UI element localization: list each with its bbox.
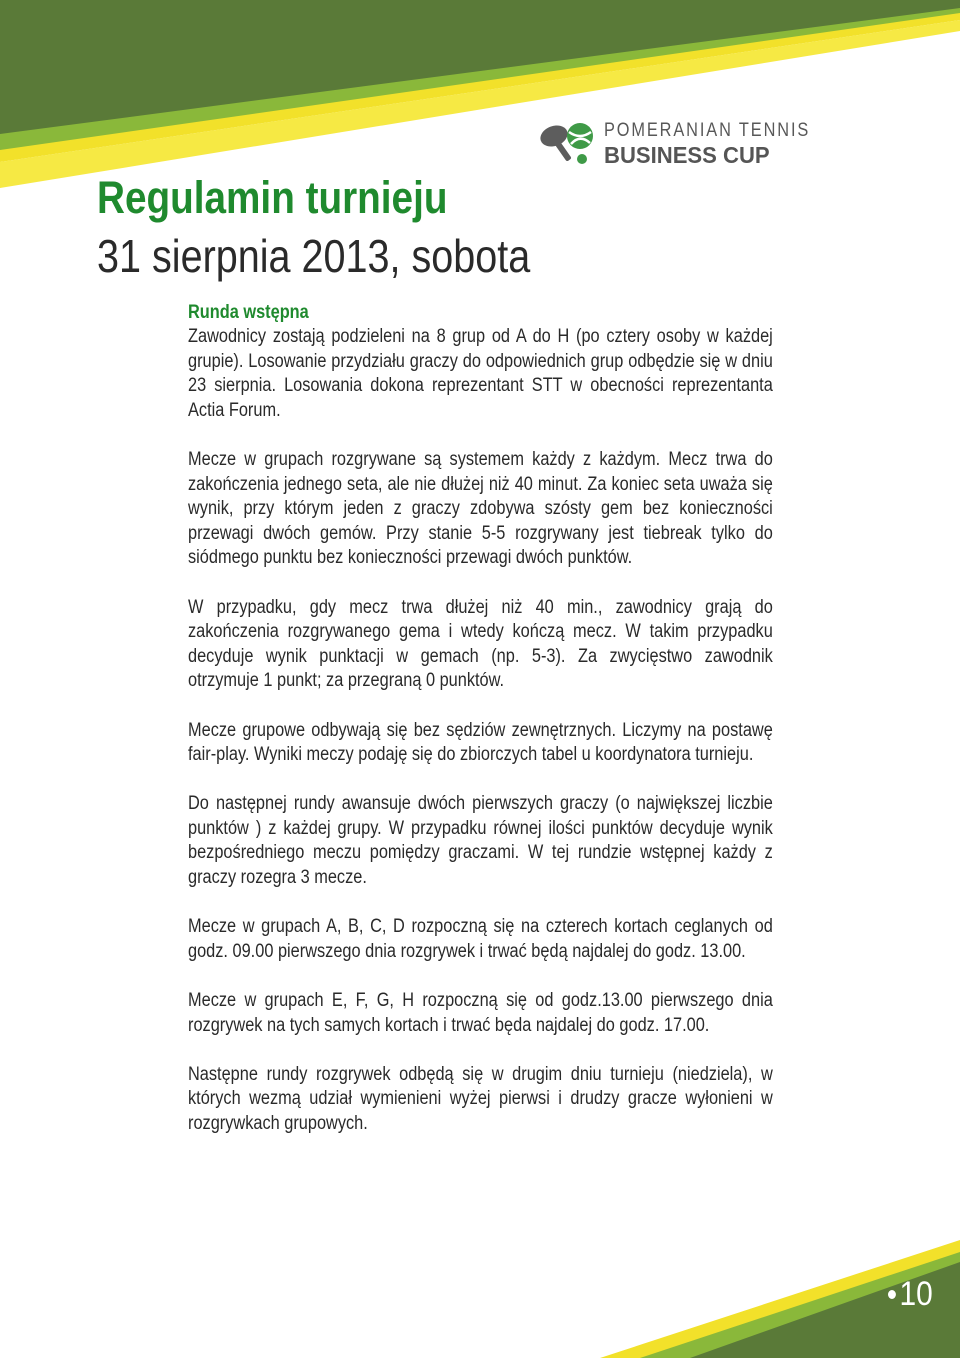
paragraph-6: Mecze w grupach A, B, C, D rozpoczną się na czterech kortach ceglanych od godz. 09.00 pierwszego dnia rozgrywek i trwać będą najdalej do godz. 13.00. (188, 916, 773, 962)
logo (538, 118, 811, 168)
page-number (888, 1275, 933, 1313)
paragraph-8: Następne rundy rozgrywek odbędą się w drugim dniu turnieju (niedziela), w których wezmą udział wymienieni wyżej pierwsi i drudzy gracze wyłonieni w rozgrywkach grupowych. (188, 1063, 773, 1134)
page-title: Regulamin turnieju (97, 172, 448, 223)
document-body (188, 301, 773, 1161)
page-number-value: 10 (899, 1275, 933, 1313)
paragraph-5: Do następnej rundy awansuje dwóch pierwszych graczy (o największej liczbie punktów ) z każdej grupy. W przypadku równej ilości punktów decyduje wynik bezpośredniego meczu pomiędzy graczami. W tej rundzie wstępnej każdy z graczy rozegra 3 mecze. (188, 793, 773, 889)
paragraph-4: Mecze grupowe odbywają się bez sędziów zewnętrznych. Liczymy na postawę fair-play. Wyniki meczy podaję się do zbiorczych tabel u koordynatora turnieju. (188, 719, 773, 766)
paragraph-2: Mecze w grupach rozgrywane są systemem każdy z każdym. Mecz trwa do zakończenia jednego seta, ale nie dłużej niż 40 minut. Za koniec seta uważa się wynik, przy którym jeden z graczy zdobywa szósty gem bez konieczności przewagi dwóch gemów. Przy stanie 5-5 rozgrywany jest tiebreak tylko do siódmego punktu bez konieczności przewagi dwóch punktów. (188, 448, 773, 569)
logo-text-line2: BUSINESS CUP (604, 142, 770, 168)
paragraph-1: Zawodnicy zostają podzieleni na 8 grup od A do H (po cztery osoby w każdej grupie). Losowanie przydziału graczy do odpowiednich grup odbędzie się w dniu 23 sierpnia. Losowania dokona reprezentant STT w obecności reprezentanta Actia Forum. (188, 326, 773, 421)
header-decoration (0, 0, 960, 200)
bullet-icon (888, 1290, 896, 1299)
tennis-racket-ball-icon (538, 120, 600, 166)
section-title: Runda wstępna (188, 302, 309, 323)
page-subtitle: 31 sierpnia 2013, sobota (97, 230, 531, 282)
paragraph-3: W przypadku, gdy mecz trwa dłużej niż 40 min., zawodnicy grają do zakończenia rozgrywanego gema i wtedy kończą mecz. W takim przypadku decyduje wynik punktacji w gemach (np. 5-3). Za zwycięstwo zawodnik otrzymuje 1 punkt; za przegraną 0 punktów. (188, 596, 773, 692)
footer-decoration (0, 1200, 960, 1358)
paragraph-7: Mecze w grupach E, F, G, H rozpoczną się od godz.13.00 pierwszego dnia rozgrywek na tych samych kortach i trwać będa najdalej do godz. 17.00. (188, 990, 773, 1036)
logo-text-line1: POMERANIAN TENNIS (604, 120, 811, 141)
